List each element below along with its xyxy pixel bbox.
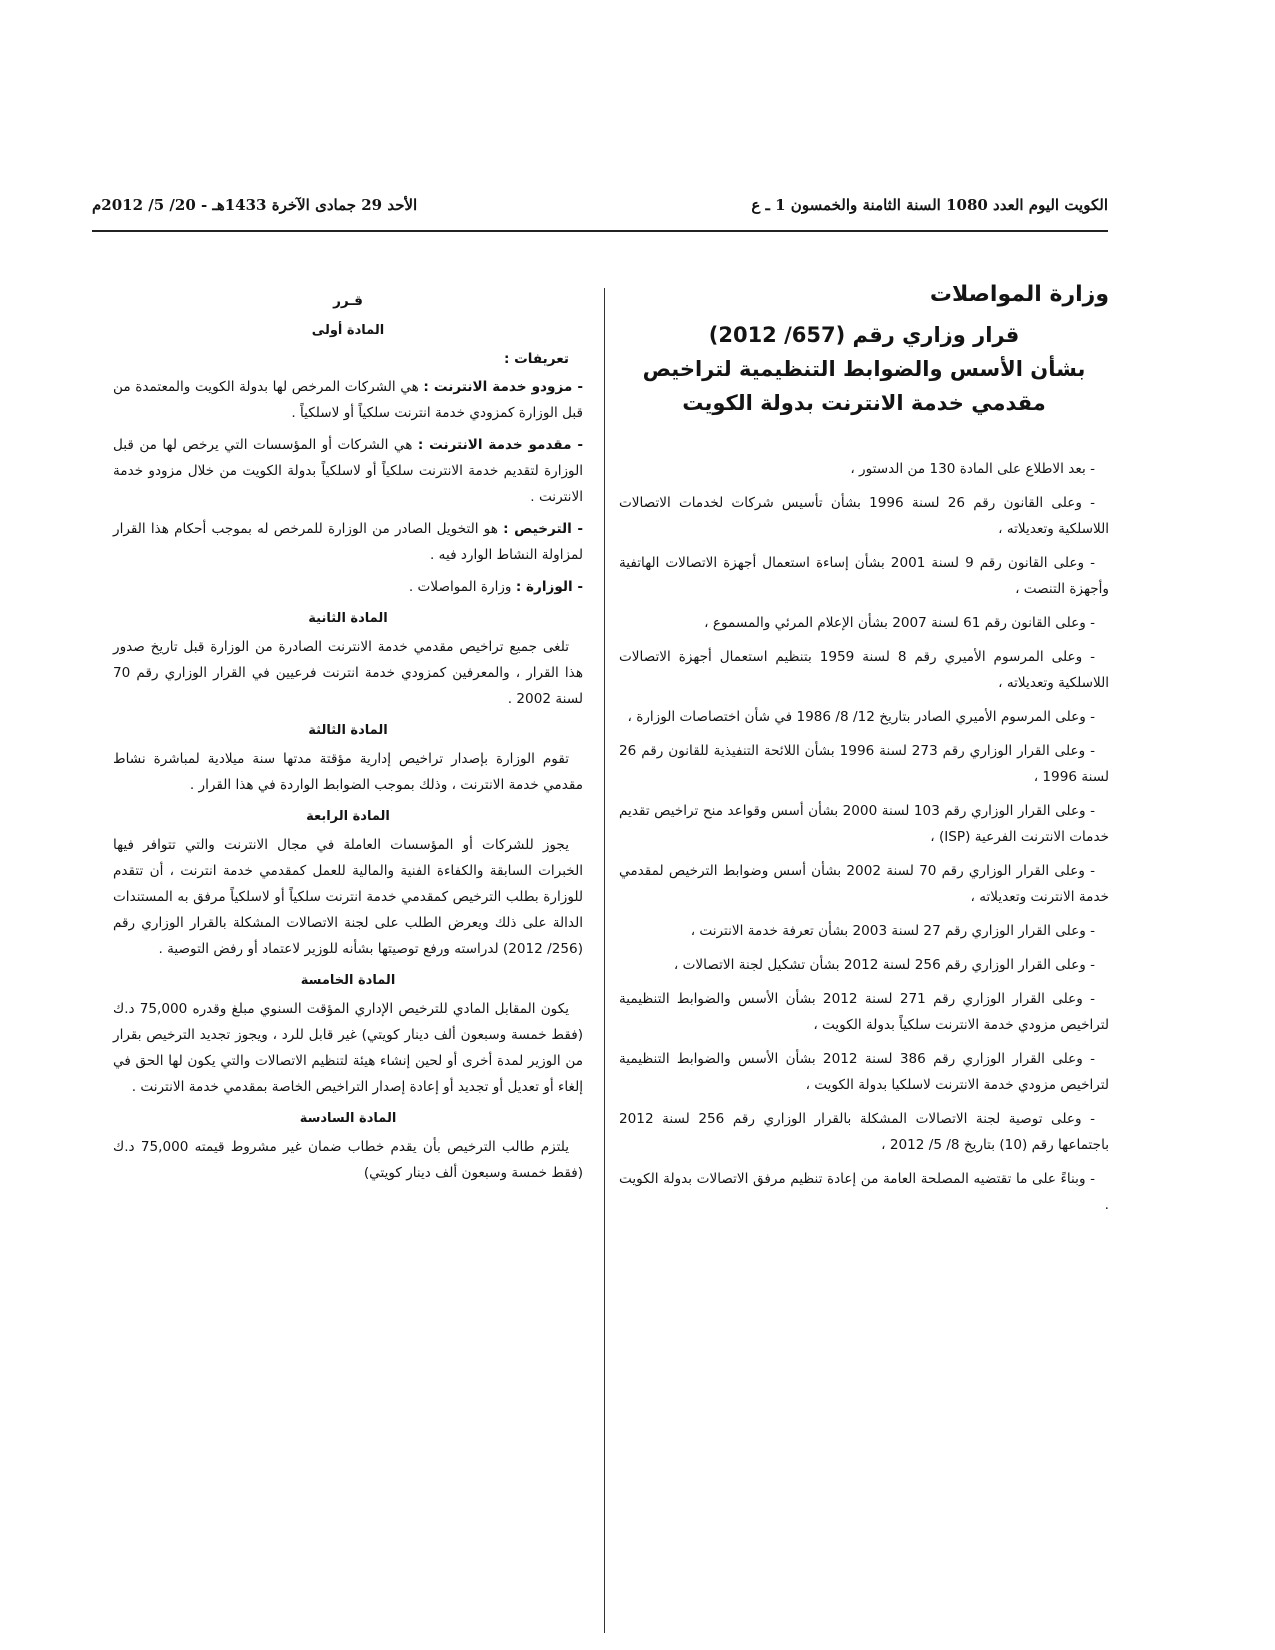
definition-term: - الوزارة : <box>515 579 583 595</box>
decision-title <box>619 318 1109 420</box>
header-date: الأحد 29 جمادى الآخرة 1433هـ - 20/ 5/ 2012م <box>92 196 418 214</box>
article-1-title: المادة أولى <box>311 323 385 338</box>
definition-text: هي الشركات أو المؤسسات التي يرخص لها من قبل الوزارة لتقديم خدمة الانترنت سلكياً أو لاسلكياً بدولة الكويت من خلال مزودو خدمة الانترنت . <box>113 437 583 505</box>
article-3-title: المادة الثالثة <box>308 723 388 738</box>
definition-term: - مقدمو خدمة الانترنت : <box>417 437 583 453</box>
definition-text: وزارة المواصلات . <box>408 579 512 595</box>
article-6-text: يلتزم طالب الترخيص بأن يقدم خطاب ضمان غير مشروط قيمته 75,000 د.ك (فقط خمسة وسبعون ألف دينار كويتي) <box>113 1139 583 1181</box>
header-issue-info: الكويت اليوم العدد 1080 السنة الثامنة والخمسون 1 ـ ع <box>751 196 1108 214</box>
definition-item <box>113 374 583 426</box>
decision-subject-line-1: بشأن الأسس والضوابط التنظيمية لتراخيص <box>642 357 1086 381</box>
article-2-title: المادة الثانية <box>308 611 388 626</box>
article-6-title: المادة السادسة <box>299 1111 397 1126</box>
ministry-name: وزارة المواصلات <box>929 282 1109 307</box>
left-column <box>113 288 583 1192</box>
preamble-item: - وعلى القرار الوزاري رقم 103 لسنة 2000 بشأن أسس وقواعد منح تراخيص تقديم خدمات الانترنت الفرعية (ISP) ، <box>619 803 1109 845</box>
definition-term: - الترخيص : <box>503 521 583 537</box>
preamble-item: - وعلى المرسوم الأميري رقم 8 لسنة 1959 بتنظيم استعمال أجهزة الاتصالات اللاسلكية وتعديلاته ، <box>619 649 1109 691</box>
preamble-item: - وعلى القرار الوزاري رقم 273 لسنة 1996 بشأن اللائحة التنفيذية للقانون رقم 26 لسنة 1996 ، <box>619 743 1109 785</box>
gazette-header <box>92 196 1108 224</box>
definition-item <box>113 432 583 510</box>
decision-subject-line-2: مقدمي خدمة الانترنت بدولة الكويت <box>682 391 1046 415</box>
preamble-item: - وعلى المرسوم الأميري الصادر بتاريخ 12/ 8/ 1986 في شأن اختصاصات الوزارة ، <box>627 709 1095 725</box>
preamble-item: - وعلى القرار الوزاري رقم 27 لسنة 2003 بشأن تعرفة خدمة الانترنت ، <box>690 923 1095 939</box>
definition-item <box>113 574 583 600</box>
preamble-item: - وعلى القانون رقم 26 لسنة 1996 بشأن تأسيس شركات لخدمات الاتصالات اللاسلكية وتعديلاته ، <box>619 495 1109 537</box>
definition-item <box>113 516 583 568</box>
preamble-item: - وبناءً على ما تقتضيه المصلحة العامة من إعادة تنظيم مرفق الاتصالات بدولة الكويت . <box>619 1171 1109 1213</box>
preamble-item: - وعلى القانون رقم 9 لسنة 2001 بشأن إساءة استعمال أجهزة الاتصالات الهاتفية وأجهزة التنصت ، <box>619 555 1109 597</box>
column-divider <box>604 288 605 1633</box>
preamble-item: - وعلى القرار الوزاري رقم 386 لسنة 2012 بشأن الأسس والضوابط التنظيمية لتراخيص مزودي خدمة الانترنت لاسلكيا بدولة الكويت ، <box>619 1051 1109 1093</box>
preamble-item: - وعلى توصية لجنة الاتصالات المشكلة بالقرار الوزاري رقم 256 لسنة 2012 باجتماعها رقم (10) بتاريخ 8/ 5/ 2012 ، <box>619 1111 1109 1153</box>
article-4-text: يجوز للشركات أو المؤسسات العاملة في مجال الانترنت والتي تتوافر فيها الخبرات السابقة والكفاءة الفنية والمالية للعمل كمقدمي خدمة انترنت ، أن تتقدم للوزارة بطلب الترخيص كمقدمي خدمة انترنت سلكياً أو لاسلكياً مرفق به المستندات الدالة على ذلك ويعرض الطلب على لجنة الاتصالات المشكلة بالقرار الوزاري رقم (256/ 2012) لدراسته ورفع توصيتها بشأنه للوزير لاعتماد أو رفض التوصية . <box>113 837 583 957</box>
right-column <box>619 280 1109 1226</box>
definition-text: هي الشركات المرخص لها بدولة الكويت والمعتمدة من قبل الوزارة كمزودي خدمة انترنت سلكياً أو لاسلكياً . <box>113 379 583 421</box>
article-2-text: تلغى جميع تراخيص مقدمي خدمة الانترنت الصادرة من الوزارة قبل تاريخ صدور هذا القرار ، والمعرفين كمزودي خدمة انترنت فرعيين في القرار الوزاري رقم 70 لسنة 2002 . <box>113 639 583 707</box>
article-5-text: يكون المقابل المادي للترخيص الإداري المؤقت السنوي مبلغ وقدره 75,000 د.ك (فقط خمسة وسبعون ألف دينار كويتي) غير قابل للرد ، ويجوز تجديد الترخيص بقرار من الوزير لمدة أخرى أو لحين إنشاء هيئة لتنظيم الاتصالات والتي يكون لها الحق في إلغاء أو تعديل أو تجديد أو إعادة إصدار التراخيص الخاصة بمقدمي خدمة الانترنت . <box>113 1001 583 1095</box>
preamble-item: - وعلى القانون رقم 61 لسنة 2007 بشأن الإعلام المرئي والمسموع ، <box>704 615 1095 631</box>
decision-number: قرار وزاري رقم (657/ 2012) <box>708 323 1020 347</box>
article-3-text: تقوم الوزارة بإصدار تراخيص إدارية مؤقتة مدتها سنة ميلادية لمباشرة نشاط مقدمي خدمة الانترنت ، وذلك بموجب الضوابط الواردة في هذا القرار . <box>113 751 583 793</box>
definition-term: - مزودو خدمة الانترنت : <box>423 379 583 395</box>
decides-heading: قـرر <box>333 293 363 309</box>
preamble-item: - وعلى القرار الوزاري رقم 271 لسنة 2012 بشأن الأسس والضوابط التنظيمية لتراخيص مزودي خدمة الانترنت سلكياً بدولة الكويت ، <box>619 991 1109 1033</box>
definition-text: هو التخويل الصادر من الوزارة للمرخص له بموجب أحكام هذا القرار لمزاولة النشاط الوارد فيه . <box>113 521 583 563</box>
article-5-title: المادة الخامسة <box>300 973 396 988</box>
article-4-title: المادة الرابعة <box>306 809 390 824</box>
header-rule <box>92 230 1108 232</box>
definitions-heading: تعريفات : <box>503 351 569 367</box>
preamble-item: - وعلى القرار الوزاري رقم 70 لسنة 2002 بشأن أسس وضوابط الترخيص لمقدمي خدمة الانترنت وتعديلاته ، <box>619 863 1109 905</box>
preamble-item: - وعلى القرار الوزاري رقم 256 لسنة 2012 بشأن تشكيل لجنة الاتصالات ، <box>673 957 1095 973</box>
preamble-item: - بعد الاطلاع على المادة 130 من الدستور ، <box>850 461 1095 477</box>
